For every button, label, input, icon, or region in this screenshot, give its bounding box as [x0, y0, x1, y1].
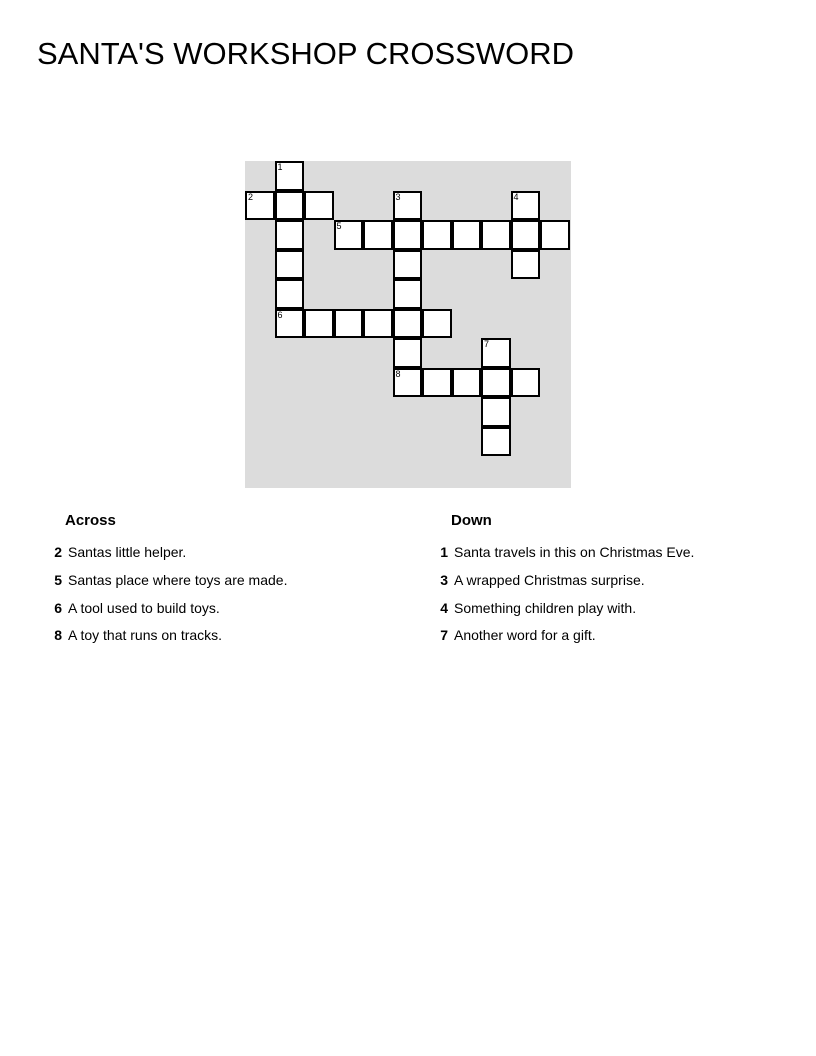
- clue-text: A wrapped Christmas surprise.: [454, 572, 645, 588]
- grid-cell[interactable]: [393, 338, 423, 368]
- grid-cell[interactable]: [393, 191, 423, 221]
- grid-cell[interactable]: [275, 191, 305, 221]
- grid-cell[interactable]: [422, 368, 452, 398]
- grid-cell[interactable]: [275, 309, 305, 339]
- grid-cell[interactable]: [393, 309, 423, 339]
- grid-cell[interactable]: [393, 368, 423, 398]
- clue-text: A toy that runs on tracks.: [68, 627, 223, 643]
- grid-cell[interactable]: [245, 191, 275, 221]
- grid-cell[interactable]: [511, 250, 541, 280]
- clue-number: 3: [440, 572, 448, 588]
- page-title: SANTA'S WORKSHOP CROSSWORD: [37, 36, 574, 71]
- clue-number: 4: [440, 600, 448, 616]
- cell-number: 1: [277, 162, 283, 172]
- grid-cell[interactable]: [275, 161, 305, 191]
- grid-cell[interactable]: [304, 309, 334, 339]
- clue-text: Santa travels in this on Christmas Eve.: [454, 544, 695, 560]
- crossword-grid: [245, 161, 571, 488]
- clue-number: 5: [54, 572, 62, 588]
- grid-cell[interactable]: [422, 220, 452, 250]
- grid-cell[interactable]: [334, 220, 364, 250]
- grid-cell[interactable]: [481, 368, 511, 398]
- clue-text: Something children play with.: [454, 600, 637, 616]
- grid-cell[interactable]: [481, 338, 511, 368]
- grid-cell[interactable]: [481, 397, 511, 427]
- clue-text: Another word for a gift.: [454, 627, 596, 643]
- grid-cell[interactable]: [422, 309, 452, 339]
- grid-cell[interactable]: [452, 368, 482, 398]
- grid-cell[interactable]: [540, 220, 570, 250]
- cell-number: 5: [336, 221, 342, 231]
- grid-cell[interactable]: [275, 250, 305, 280]
- clue-text: Santas place where toys are made.: [68, 572, 288, 588]
- grid-cell[interactable]: [275, 220, 305, 250]
- cell-number: 6: [277, 309, 283, 320]
- grid-cell[interactable]: [511, 368, 541, 398]
- grid-cell[interactable]: [334, 309, 364, 339]
- clue-number: 8: [54, 627, 62, 643]
- down-heading: Down: [451, 512, 492, 529]
- clue-text: A tool used to build toys.: [68, 600, 220, 616]
- across-heading: Across: [65, 512, 116, 529]
- grid-cell[interactable]: [275, 279, 305, 309]
- grid-cell[interactable]: [511, 220, 541, 250]
- grid-cell[interactable]: [481, 220, 511, 250]
- grid-cell[interactable]: [393, 250, 423, 280]
- grid-cell[interactable]: [363, 309, 393, 339]
- cell-number: 8: [395, 368, 401, 379]
- clue-number: 6: [54, 600, 62, 616]
- grid-cell[interactable]: [393, 220, 423, 250]
- grid-cell[interactable]: [363, 220, 393, 250]
- cell-number: 2: [248, 191, 254, 202]
- cell-number: 7: [484, 339, 490, 349]
- grid-cell[interactable]: [511, 191, 541, 221]
- clue-number: 2: [54, 544, 62, 560]
- cell-number: 3: [395, 191, 401, 202]
- grid-cell[interactable]: [304, 191, 334, 221]
- grid-cell[interactable]: [452, 220, 482, 250]
- clue-text: Santas little helper.: [68, 544, 187, 560]
- cell-number: 4: [513, 191, 519, 202]
- grid-cell[interactable]: [481, 427, 511, 457]
- grid-cell[interactable]: [393, 279, 423, 309]
- clue-number: 7: [440, 627, 448, 643]
- clue-number: 1: [440, 544, 448, 560]
